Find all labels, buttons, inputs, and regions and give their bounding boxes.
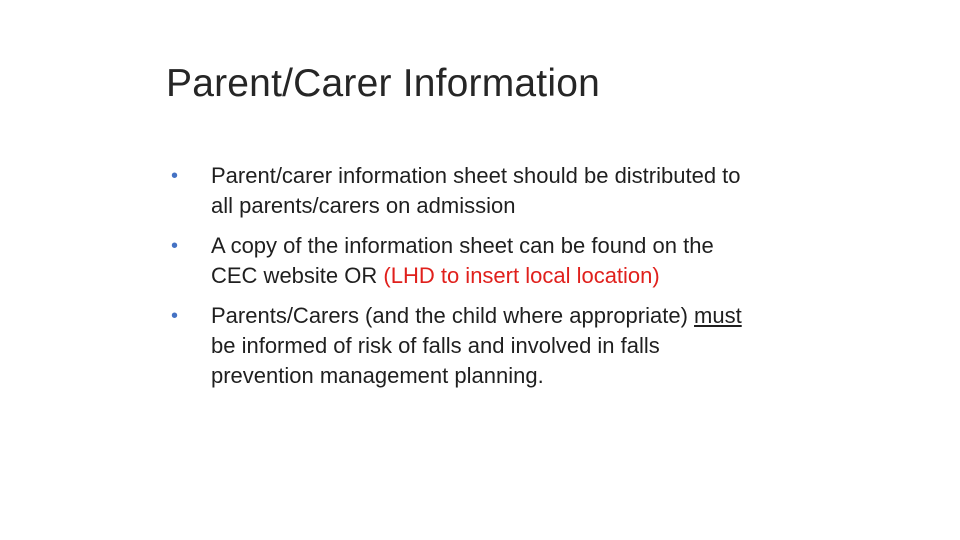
bullet-text-continued: be informed of risk of falls and involved in falls prevention management planning. bbox=[211, 333, 660, 388]
bullet-item-2 bbox=[166, 231, 766, 291]
bullet-text: Parent/carer information sheet should be distributed to all parents/carers on admission bbox=[211, 163, 741, 218]
bullet-text-underlined: must bbox=[694, 303, 742, 328]
slide-title: Parent/Carer Information bbox=[166, 62, 600, 105]
bullet-marker: • bbox=[171, 235, 179, 257]
bullet-list bbox=[166, 161, 766, 401]
bullet-marker: • bbox=[171, 165, 179, 187]
bullet-item-1 bbox=[166, 161, 766, 221]
bullet-item-3 bbox=[166, 301, 766, 391]
bullet-text: Parents/Carers (and the child where appropriate) bbox=[211, 303, 695, 328]
bullet-text: A copy of the information sheet can be found on the CEC website OR bbox=[211, 233, 714, 288]
bullet-marker: • bbox=[171, 305, 179, 327]
bullet-text-red-note: (LHD to insert local location) bbox=[383, 263, 660, 288]
